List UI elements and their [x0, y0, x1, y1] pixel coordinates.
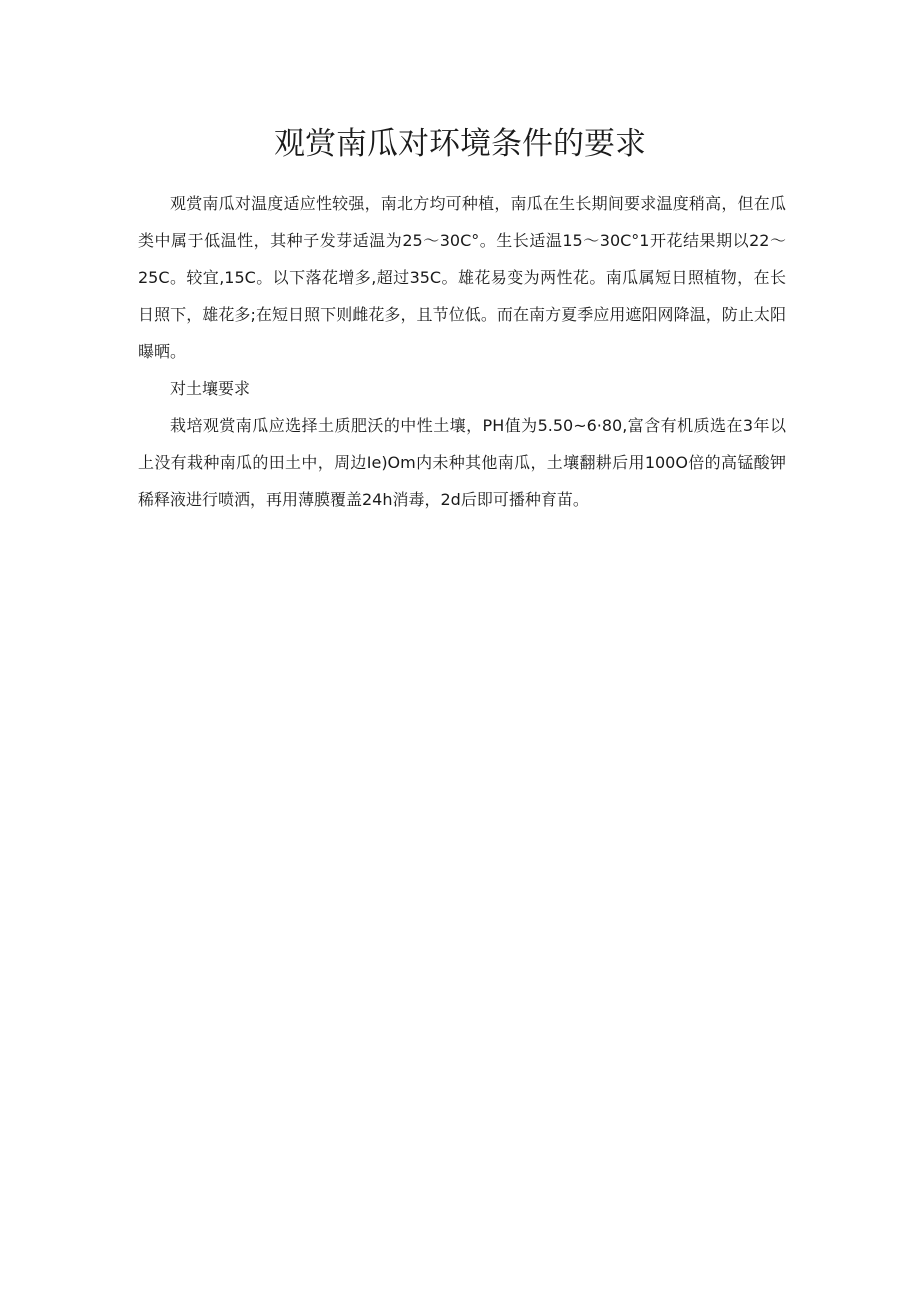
paragraph-temperature: 观赏南瓜对温度适应性较强，南北方均可种植，南瓜在生长期间要求温度稍高，但在瓜类中属于低温性，其种子发芽适温为25～30C°。生长适温15～30C°1开花结果期以22～25C。较宜,15C。以下落花增多,超过35C。雄花易变为两性花。南瓜属短日照植物，在长日照下，雄花多;在短日照下则雌花多，且节位低。而在南方夏季应用遮阳网降温，防止太阳曝晒。 — [138, 194, 786, 361]
document-title: 观赏南瓜对环境条件的要求 — [274, 126, 646, 162]
paragraph-soil: 栽培观赏南瓜应选择土质肥沃的中性土壤，PH值为5.50~6·80,富含有机质选在3年以上没有栽种南瓜的田土中，周边Ie)Om内未种其他南瓜，土壤翻耕后用100O倍的高锰酸钾稀释液进行喷洒，再用薄膜覆盖24h消毒，2d后即可播种育苗。 — [138, 416, 786, 509]
document-body — [138, 185, 786, 518]
section-heading-soil: 对土壤要求 — [170, 379, 251, 398]
